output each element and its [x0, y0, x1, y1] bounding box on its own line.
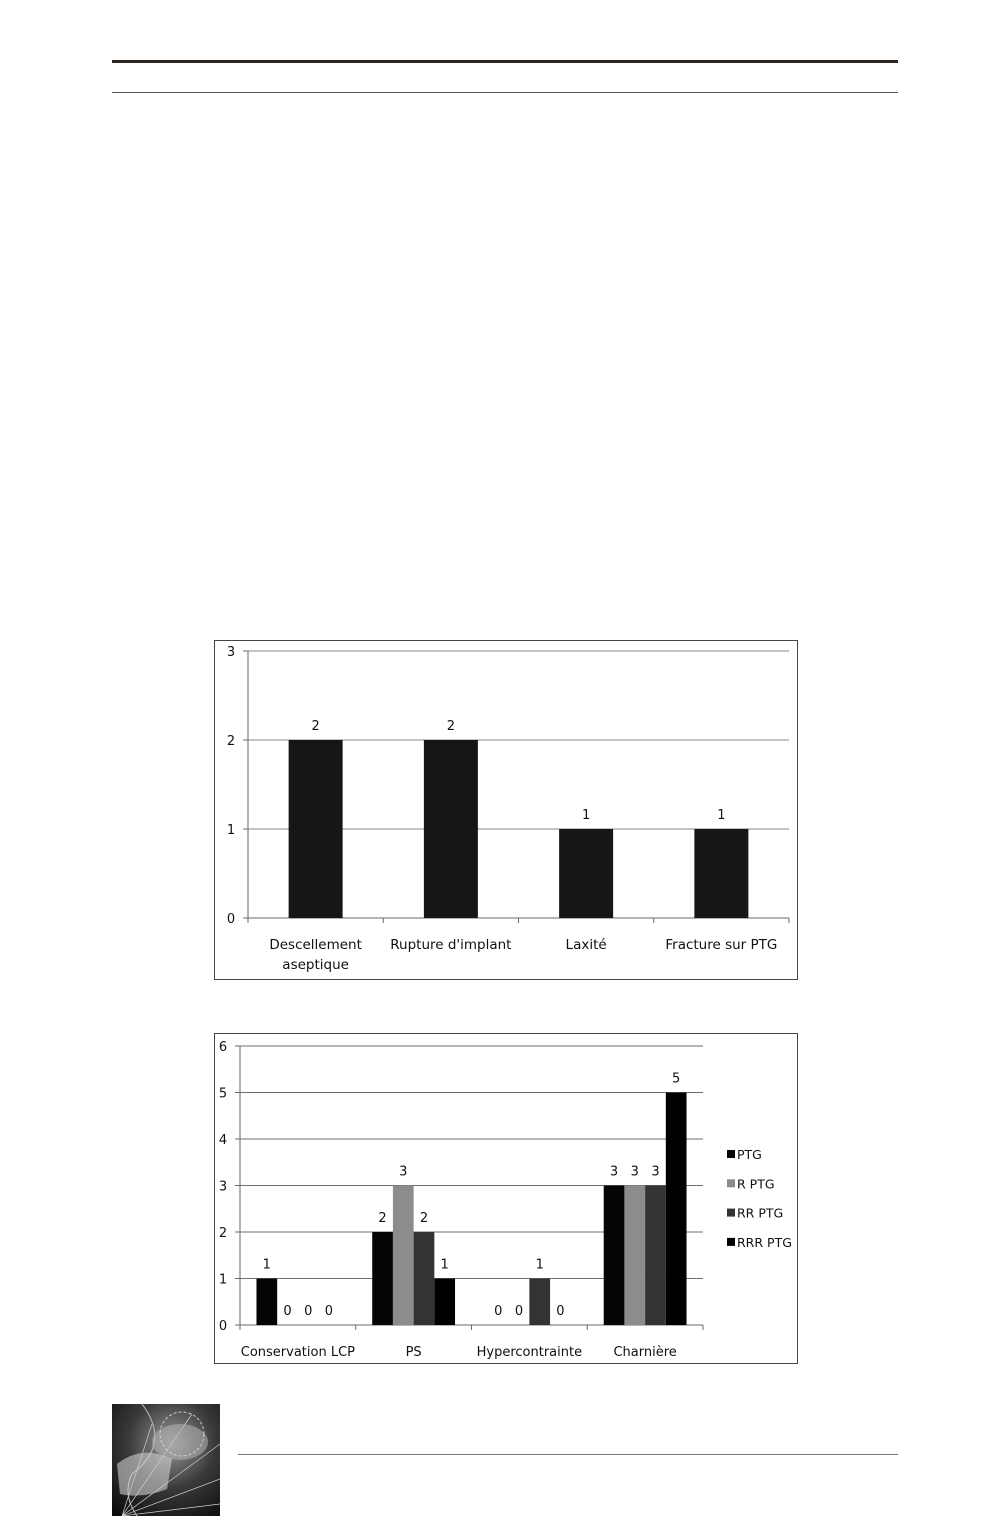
legend-label: RRR PTG: [737, 1234, 792, 1250]
y-tick-label: 5: [218, 1086, 228, 1102]
bar: [434, 1279, 455, 1326]
legend-swatch: [727, 1238, 735, 1246]
bar: [424, 740, 478, 918]
legend-label: PTG: [737, 1147, 762, 1162]
legend-swatch: [727, 1150, 735, 1158]
data-label: 0: [324, 1304, 334, 1319]
footer-rule: [238, 1454, 898, 1455]
legend-label: R PTG: [737, 1176, 775, 1192]
y-tick-label: 4: [218, 1133, 228, 1148]
data-label: 1: [535, 1257, 544, 1273]
bar: [624, 1186, 645, 1326]
bar: [666, 1093, 687, 1326]
journal-logo-image: [112, 1404, 220, 1516]
y-tick-label: 2: [218, 1226, 228, 1241]
chart-svg-1: [215, 641, 797, 979]
y-tick-label: 0: [218, 1319, 228, 1334]
data-label: 1: [440, 1257, 449, 1273]
bar: [393, 1186, 414, 1326]
header-rule-thin: [112, 92, 898, 93]
header-rule-top: [112, 60, 898, 63]
legend-swatch: [727, 1209, 735, 1217]
y-tick-label: 3: [226, 645, 236, 660]
data-label: 1: [717, 808, 726, 823]
category-label: Conservation LCP: [240, 1345, 355, 1360]
data-label: 3: [630, 1164, 639, 1180]
bar: [694, 829, 748, 918]
bar: [414, 1232, 435, 1325]
category-label: PS: [405, 1345, 422, 1360]
data-label: 5: [672, 1071, 681, 1087]
data-label: 0: [494, 1304, 503, 1319]
bar: [559, 829, 613, 918]
y-tick-label: 2: [226, 734, 236, 749]
data-label: 3: [609, 1164, 619, 1180]
data-label: 1: [262, 1257, 271, 1273]
data-label: 2: [446, 719, 456, 734]
data-label: 2: [311, 719, 320, 734]
chart-svg-2: [215, 1034, 797, 1363]
legend-label: RR PTG: [737, 1205, 784, 1221]
data-label: 0: [556, 1304, 565, 1319]
y-tick-label: 1: [226, 823, 236, 838]
category-label: Fracture sur PTG: [665, 937, 778, 953]
data-label: 2: [378, 1211, 387, 1226]
bar: [256, 1279, 277, 1326]
data-label: 1: [581, 808, 591, 823]
bar: [372, 1232, 393, 1325]
category-label: Charnière: [613, 1345, 677, 1360]
data-label: 3: [399, 1164, 408, 1180]
category-label: Laxité: [565, 937, 607, 953]
category-label: Descellement: [269, 937, 362, 953]
chart-failure-causes: [214, 640, 798, 980]
legend-swatch: [727, 1179, 735, 1187]
y-tick-label: 0: [226, 912, 236, 927]
y-tick-label: 3: [218, 1179, 228, 1195]
data-label: 3: [651, 1164, 660, 1180]
chart-implant-types: [214, 1033, 798, 1364]
category-label: Rupture d'implant: [390, 937, 512, 953]
category-label: aseptique: [282, 957, 349, 973]
data-label: 2: [419, 1211, 429, 1226]
bar: [289, 740, 343, 918]
bar: [645, 1186, 666, 1326]
bar: [604, 1186, 625, 1326]
bar: [529, 1279, 550, 1326]
data-label: 0: [304, 1304, 313, 1319]
data-label: 0: [283, 1304, 292, 1319]
y-tick-label: 6: [218, 1040, 228, 1055]
data-label: 0: [514, 1304, 524, 1319]
y-tick-label: 1: [218, 1272, 228, 1288]
category-label: Hypercontrainte: [476, 1345, 583, 1360]
